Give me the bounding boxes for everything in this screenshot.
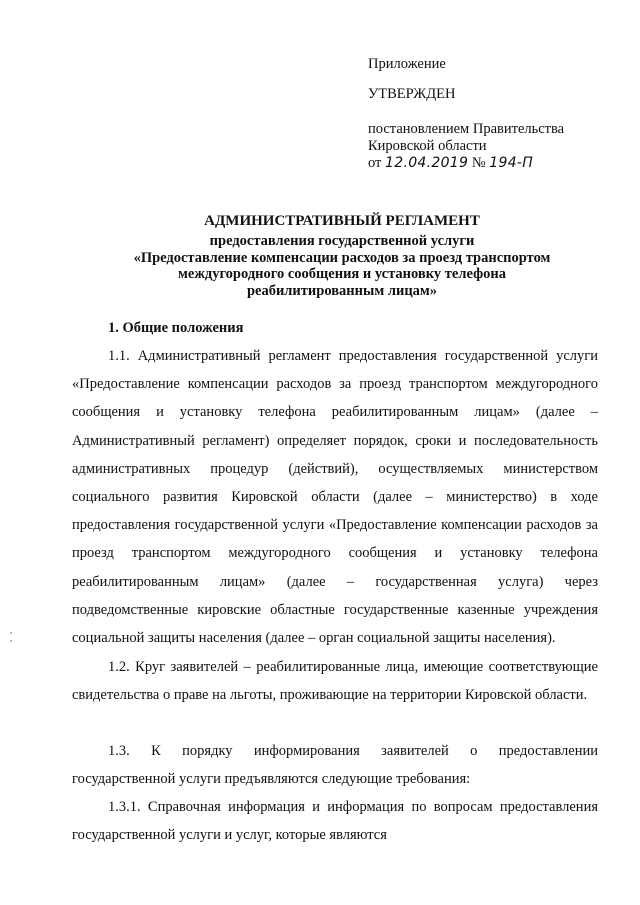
title-line-5: реабилитированным лицам» xyxy=(246,283,438,300)
handwritten-number: 194-П xyxy=(489,155,534,171)
title-line-4: междугородного сообщения и установку телефона xyxy=(178,266,506,283)
paragraph-1-3 xyxy=(72,737,598,793)
paragraph-text: 1.3.1. Справочная информация и информация по вопросам предоставления государственной услуги и услуг, которые являются xyxy=(72,799,598,844)
paragraph-1-1 xyxy=(72,342,598,652)
document-title xyxy=(72,213,612,300)
title-line-3: «Предоставление компенсации расходов за проезд транспортом xyxy=(133,249,551,266)
decree-date-line xyxy=(368,155,618,172)
approved-label: УТВЕРЖДЕН xyxy=(368,86,456,102)
paragraph-text: 1.2. Круг заявителей – реабилитированные лица, имеющие соответствующие свидетельства о праве на льготы, проживающие на территории Кировской области. xyxy=(72,659,598,704)
paragraph-text: 1.1. Административный регламент предоставления государственной услуги «Предоставление компенсации расходов за проезд транспортом междугородного сообщения и установку телефона реабилитированным лицам» (далее – Административный регламент) определяет порядок, сроки и последовательность административных процедур (действий), осуществляемых министерством социального развития Кировской области (далее – министерство) в ходе предоставления государственной услуги «Предоставление компенсации расходов за проезд транспортом междугородного сообщения и установку телефона реабилитированным лицам» (далее – государственная услуга) через подведомственные кировские областные государственные казенные учреждения социальной защиты населения (далее – орган социальной защиты населения). xyxy=(72,348,598,647)
number-prefix: № xyxy=(471,155,486,171)
scan-artifact xyxy=(10,632,12,634)
title-main: АДМИНИСТРАТИВНЫЙ РЕГЛАМЕНТ xyxy=(204,213,480,229)
decree-line-2: Кировской области xyxy=(368,138,487,154)
paragraph-1-3-1 xyxy=(72,793,598,849)
date-prefix: от xyxy=(368,155,382,171)
section-heading: 1. Общие положения xyxy=(108,320,244,336)
decree-line-1: постановлением Правительства xyxy=(368,121,565,137)
handwritten-date: 12.04.2019 xyxy=(385,155,469,171)
title-line-2: предоставления государственной услуги xyxy=(209,232,475,249)
approval-block xyxy=(368,56,618,172)
scan-artifact xyxy=(10,640,12,642)
paragraph-text: 1.3. К порядку информирования заявителей о предоставлении государственной услуги предъявляются следующие требования: xyxy=(72,743,598,788)
appendix-label: Приложение xyxy=(368,56,446,72)
paragraph-1-2 xyxy=(72,653,598,709)
